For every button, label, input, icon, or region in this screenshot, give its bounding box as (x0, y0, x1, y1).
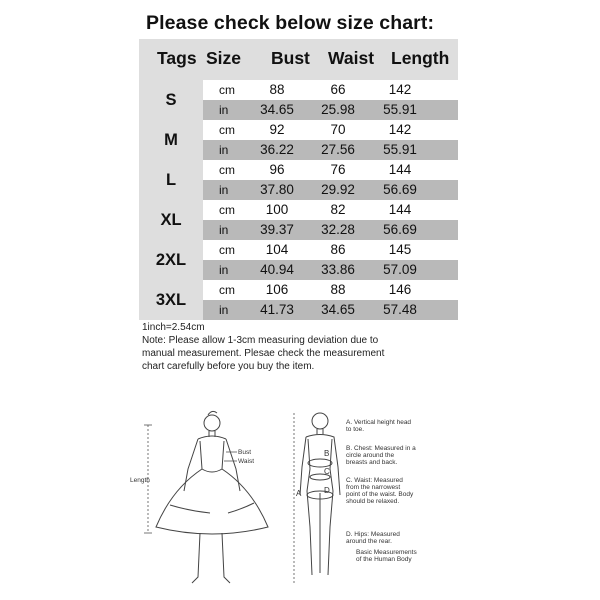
length-cell: 142 (388, 122, 412, 137)
unit-cell: in (219, 303, 229, 317)
bust-cell: 100 (265, 202, 289, 217)
bust-cell: 39.37 (260, 222, 294, 237)
length-cell: 55.91 (383, 142, 417, 157)
waist-cell: 29.92 (321, 182, 355, 197)
length-cell: 56.69 (383, 182, 417, 197)
size-tag: S (139, 80, 203, 120)
unit-cell: cm (219, 283, 235, 297)
page-title: Please check below size chart: (146, 12, 435, 34)
length-cell: 146 (388, 282, 412, 297)
length-cell: 145 (388, 242, 412, 257)
waist-cell: 27.56 (321, 142, 355, 157)
legend-a: A. Vertical height head to toe. (346, 419, 412, 433)
waist-cell: 25.98 (321, 102, 355, 117)
size-tag: 2XL (139, 240, 203, 280)
length-cell: 57.48 (383, 302, 417, 317)
bust-cell: 41.73 (260, 302, 294, 317)
unit-cell: cm (219, 123, 235, 137)
size-notes (142, 321, 387, 373)
length-cell: 142 (388, 82, 412, 97)
bust-cell: 40.94 (260, 262, 294, 277)
legend-c: C. Waist: Measured from the narrowest point of the waist. Body should be relaxed. (346, 477, 414, 505)
bust-cell: 37.80 (260, 182, 294, 197)
unit-cell: in (219, 143, 229, 157)
header-bust: Bust (271, 48, 310, 68)
marker-d: D (324, 486, 330, 495)
body-figure-illustration (290, 405, 350, 595)
unit-conversion: 1inch=2.54cm (142, 322, 205, 333)
length-cell: 56.69 (383, 222, 417, 237)
waist-cell: 86 (330, 242, 346, 257)
header-waist: Waist (328, 48, 375, 68)
unit-cell: cm (219, 203, 235, 217)
waist-cell: 82 (330, 202, 346, 217)
waist-cell: 32.28 (321, 222, 355, 237)
marker-c: C (324, 467, 330, 476)
waist-cell: 76 (330, 162, 346, 177)
size-tag: XL (139, 200, 203, 240)
bust-cell: 36.22 (260, 142, 294, 157)
unit-cell: in (219, 103, 229, 117)
length-cell: 57.09 (383, 262, 417, 277)
bust-label: Bust (238, 449, 252, 456)
header-length: Length (391, 48, 450, 68)
length-cell: 144 (388, 202, 412, 217)
waist-cell: 66 (330, 82, 346, 97)
unit-cell: in (219, 263, 229, 277)
measurement-figures (130, 405, 470, 595)
size-tag: L (139, 160, 203, 200)
unit-cell: cm (219, 243, 235, 257)
unit-cell: in (219, 223, 229, 237)
waist-label: Waist (238, 458, 255, 465)
legend-footer: Basic Measurements of the Human Body (356, 549, 417, 563)
size-chart (139, 39, 458, 320)
size-tag: M (139, 120, 203, 160)
waist-cell: 88 (330, 282, 346, 297)
dress-figure-illustration (130, 405, 280, 595)
waist-cell: 70 (330, 122, 346, 137)
size-tag: 3XL (139, 280, 203, 320)
bust-cell: 92 (269, 122, 285, 137)
legend-d: D. Hips: Measured around the rear. (346, 531, 400, 545)
legend-b: B. Chest: Measured in a circle around the breasts and back. (346, 445, 416, 466)
length-label: Length (130, 477, 150, 484)
header-size: Size (206, 48, 242, 68)
unit-cell: cm (219, 163, 235, 177)
length-cell: 55.91 (383, 102, 417, 117)
measurement-note: Note: Please allow 1-3cm measuring deviation due to manual measurement. Plesae check the measurement chart carefully before you buy the item. (142, 335, 385, 372)
bust-cell: 96 (269, 162, 285, 177)
unit-cell: in (219, 183, 229, 197)
waist-cell: 33.86 (321, 262, 355, 277)
unit-cell: cm (219, 83, 235, 97)
header-tags: Tags (157, 48, 197, 68)
bust-cell: 34.65 (260, 102, 294, 117)
marker-a: A (296, 489, 302, 498)
bust-cell: 88 (269, 82, 285, 97)
marker-b: B (324, 449, 330, 458)
length-cell: 144 (388, 162, 412, 177)
waist-cell: 34.65 (321, 302, 355, 317)
bust-cell: 104 (265, 242, 289, 257)
bust-cell: 106 (265, 282, 289, 297)
